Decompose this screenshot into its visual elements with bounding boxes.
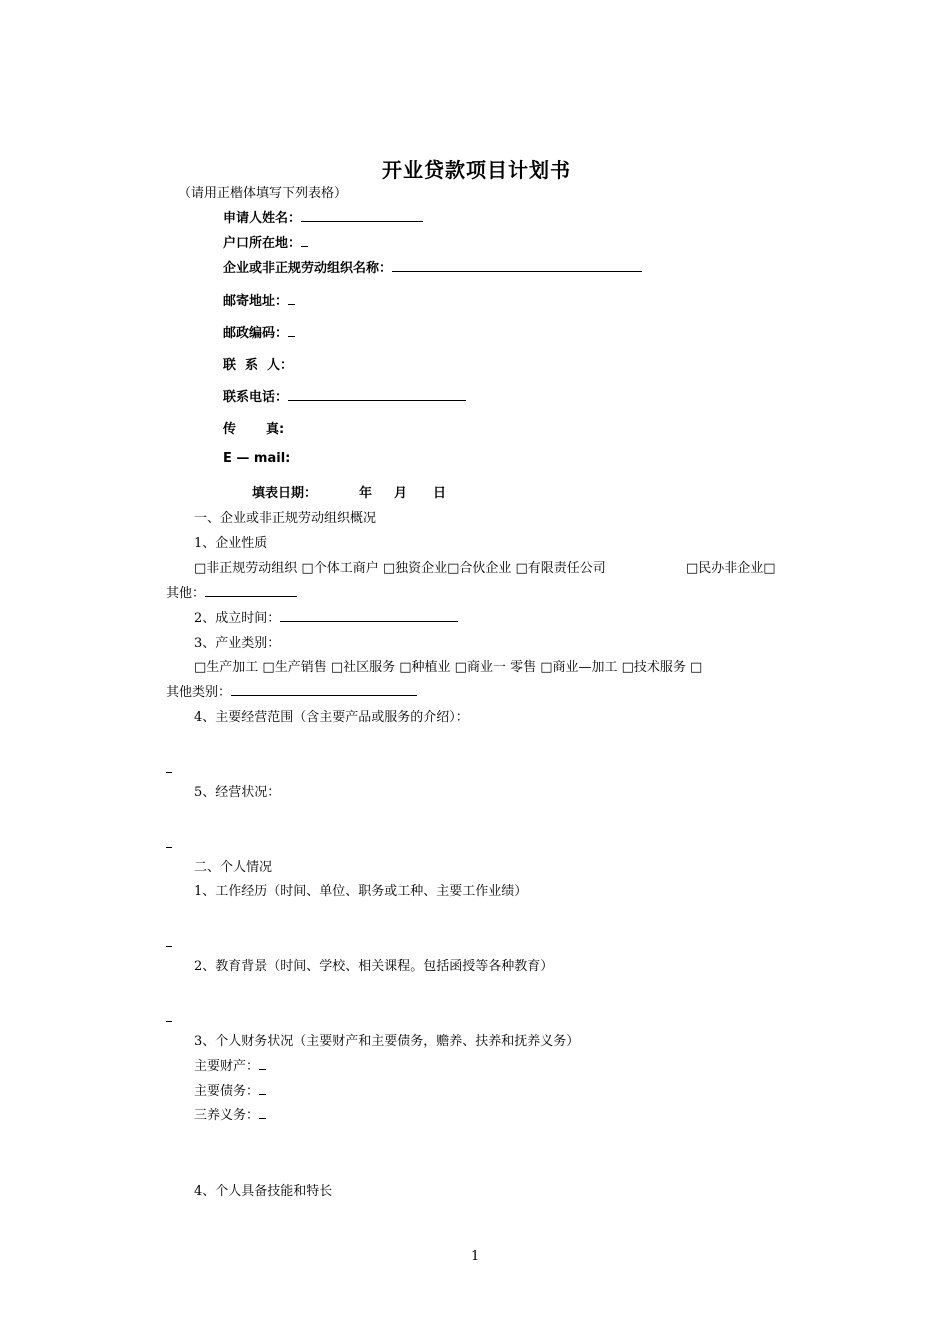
enterprise-nature-options-last[interactable]: □民办非企业□ xyxy=(686,561,776,576)
phone-label: 联系电话： xyxy=(223,390,289,405)
contact-label-1: 联 xyxy=(223,358,237,373)
contact-person-field[interactable] xyxy=(223,354,293,373)
founded-label: 2、成立时间： xyxy=(194,611,281,626)
postcode-blank[interactable] xyxy=(288,324,295,337)
month-label: 月 xyxy=(394,486,408,501)
phone-field[interactable] xyxy=(223,386,466,405)
hukou-label: 户口所在地： xyxy=(223,236,302,251)
contact-label-2: 系 xyxy=(245,358,259,373)
founded-field[interactable] xyxy=(194,607,458,626)
section1-heading: 一、企业或非正规劳动组织概况 xyxy=(194,511,377,526)
business-scope-label: 4、主要经营范围（含主要产品或服务的介绍）： xyxy=(194,710,469,725)
assets-field[interactable] xyxy=(194,1055,266,1074)
assets-blank[interactable] xyxy=(259,1057,266,1070)
debts-field[interactable] xyxy=(194,1080,266,1099)
founded-blank[interactable] xyxy=(280,609,458,622)
hukou-field[interactable] xyxy=(223,232,308,251)
fill-date-label: 填表日期： xyxy=(252,486,318,501)
fill-instruction: （请用正楷体填写下列表格） xyxy=(178,186,348,201)
email-label: E — mail: xyxy=(223,451,291,466)
enterprise-nature-label: 1、企业性质 xyxy=(194,536,268,551)
assets-label: 主要财产： xyxy=(194,1059,260,1074)
fax-label-1: 传 xyxy=(223,422,237,437)
contact-label-3: 人： xyxy=(267,358,294,373)
org-name-label: 企业或非正规劳动组织名称： xyxy=(223,261,393,276)
finance-label: 3、个人财务状况（主要财产和主要债务，赡养、扶养和抚养义务） xyxy=(194,1034,580,1049)
industry-other[interactable] xyxy=(166,681,417,700)
address-field[interactable] xyxy=(223,290,295,309)
postcode-label: 邮政编码： xyxy=(223,326,289,341)
duties-label: 三养义务： xyxy=(194,1108,260,1123)
email-field[interactable] xyxy=(223,451,290,466)
industry-other-blank[interactable] xyxy=(231,683,417,696)
education-blank[interactable] xyxy=(166,1007,172,1026)
org-name-field[interactable] xyxy=(223,257,642,276)
debts-blank[interactable] xyxy=(259,1082,266,1095)
org-name-blank[interactable] xyxy=(392,259,642,272)
enterprise-nature-other[interactable] xyxy=(166,582,297,601)
skills-label: 4、个人具备技能和特长 xyxy=(194,1184,333,1199)
work-experience-blank[interactable] xyxy=(166,932,172,951)
page-number: 1 xyxy=(471,1249,480,1264)
education-label: 2、教育背景（时间、学校、相关课程。包括函授等各种教育） xyxy=(194,959,554,974)
duties-blank[interactable] xyxy=(259,1106,266,1119)
industry-other-label: 其他类别： xyxy=(166,685,232,700)
operating-status-blank[interactable] xyxy=(166,833,172,852)
fax-label-2: 真: xyxy=(266,422,285,437)
business-scope-blank[interactable] xyxy=(166,758,172,777)
hukou-blank[interactable] xyxy=(301,234,308,247)
applicant-name-field[interactable] xyxy=(223,207,423,226)
fill-date-row xyxy=(252,482,446,501)
address-label: 邮寄地址： xyxy=(223,294,289,309)
phone-blank[interactable] xyxy=(288,388,466,401)
duties-field[interactable] xyxy=(194,1104,266,1123)
day-label: 日 xyxy=(433,486,447,501)
page-title: 开业贷款项目计划书 xyxy=(382,158,571,182)
work-experience-label: 1、工作经历（时间、单位、职务或工种、主要工作业绩） xyxy=(194,884,528,899)
address-blank[interactable] xyxy=(288,292,295,305)
operating-status-label: 5、经营状况： xyxy=(194,785,281,800)
nature-other-label: 其他： xyxy=(166,586,206,601)
applicant-name-blank[interactable] xyxy=(301,209,423,222)
fax-field[interactable] xyxy=(223,418,284,437)
nature-other-blank[interactable] xyxy=(205,584,297,597)
year-label: 年 xyxy=(359,486,373,501)
industry-label: 3、产业类别： xyxy=(194,636,281,651)
section2-heading: 二、个人情况 xyxy=(194,860,273,875)
enterprise-nature-options[interactable]: □非正规劳动组织 □个体工商户 □独资企业□合伙企业 □有限责任公司 xyxy=(194,561,606,576)
industry-options[interactable]: □生产加工 □生产销售 □社区服务 □种植业 □商业一 零售 □商业—加工 □技术服务 □ xyxy=(194,660,703,675)
debts-label: 主要债务： xyxy=(194,1084,260,1099)
postcode-field[interactable] xyxy=(223,322,295,341)
applicant-name-label: 申请人姓名： xyxy=(223,211,302,226)
